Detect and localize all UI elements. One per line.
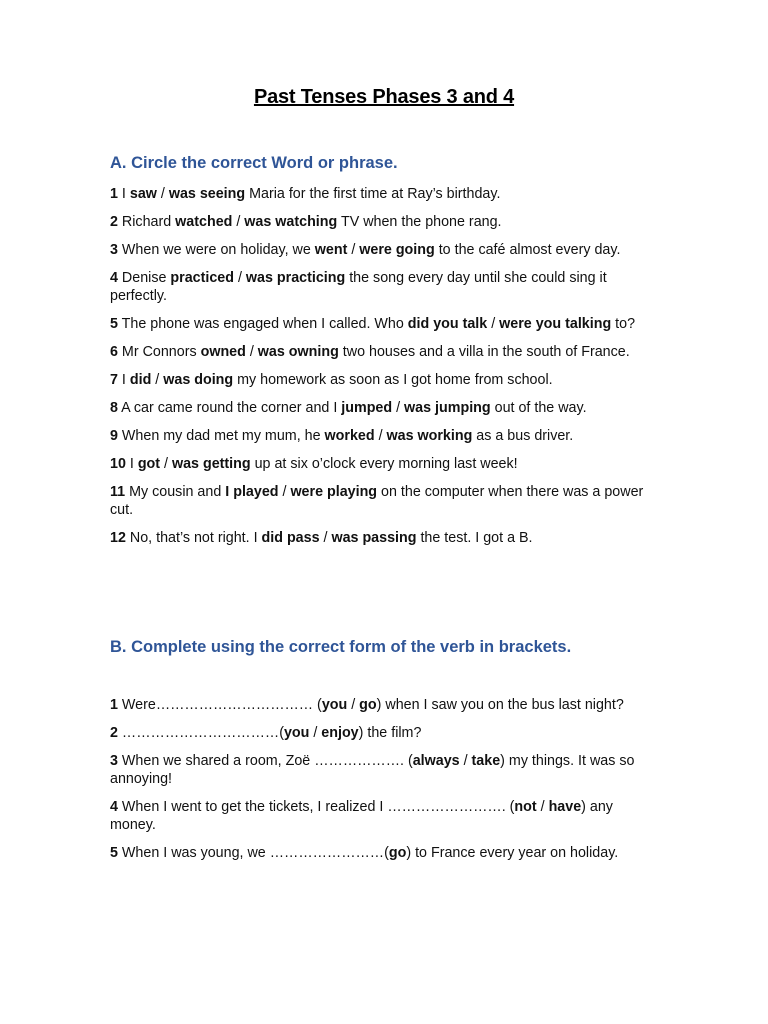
question-a-text: my homework as soon as I got home from school. bbox=[233, 372, 553, 388]
question-a-option: did pass bbox=[261, 530, 320, 546]
question-a-item-9 bbox=[110, 427, 658, 445]
question-a-option: was passing bbox=[331, 530, 417, 546]
question-b-text: When I was young, we ……………………( bbox=[117, 845, 389, 861]
question-a-text: / bbox=[151, 372, 164, 388]
question-b-text: Were…………………………… ( bbox=[117, 697, 322, 713]
question-a-item-3 bbox=[110, 241, 658, 259]
question-a-text: A car came round the corner and I bbox=[117, 400, 342, 416]
question-a-text: I bbox=[117, 186, 130, 202]
question-a-item-6 bbox=[110, 343, 658, 361]
question-a-option: were playing bbox=[290, 484, 378, 500]
question-a-option: was jumping bbox=[404, 400, 491, 416]
question-a-option: did you talk bbox=[407, 316, 488, 332]
question-a-text: I bbox=[117, 372, 130, 388]
question-b-option: you bbox=[321, 697, 348, 713]
question-a-option: I played bbox=[225, 484, 279, 500]
question-b-text: ) to France every year on holiday. bbox=[406, 845, 619, 861]
question-a-text: Maria for the first time at Ray’s birthday. bbox=[245, 186, 501, 202]
question-a-item-number: 9 bbox=[110, 428, 118, 444]
question-b-item-number: 2 bbox=[110, 725, 118, 741]
question-a-item-1 bbox=[110, 185, 658, 203]
question-a-text: on the computer when there was a power cut. bbox=[110, 484, 644, 518]
question-b-text: / bbox=[347, 697, 360, 713]
question-a-text: / bbox=[156, 186, 169, 202]
question-b-text: / bbox=[309, 725, 322, 741]
question-a-text: Mr Connors bbox=[117, 344, 201, 360]
question-a-option: was practicing bbox=[245, 270, 346, 286]
question-a-item-number: 3 bbox=[110, 242, 118, 258]
question-a-option: saw bbox=[129, 186, 157, 202]
question-a-item-7 bbox=[110, 371, 658, 389]
question-a-text: / bbox=[319, 530, 332, 546]
question-b-item-1 bbox=[110, 696, 658, 714]
question-b-option: go bbox=[388, 845, 407, 861]
question-b-text: ) any money. bbox=[110, 799, 613, 833]
question-a-text: to the café almost every day. bbox=[434, 242, 621, 258]
question-a-text: the test. I got a B. bbox=[416, 530, 533, 546]
question-a-option: went bbox=[314, 242, 348, 258]
question-a-item-12 bbox=[110, 529, 658, 547]
question-a-text: I bbox=[125, 456, 138, 472]
question-a-text: When we were on holiday, we bbox=[117, 242, 315, 258]
question-a-option: was doing bbox=[163, 372, 234, 388]
question-a-item-number: 6 bbox=[110, 344, 118, 360]
question-a-option: was watching bbox=[244, 214, 338, 230]
question-b-text: ) the film? bbox=[358, 725, 422, 741]
question-a-option: was seeing bbox=[168, 186, 246, 202]
question-a-item-10 bbox=[110, 455, 658, 473]
question-b-option: enjoy bbox=[321, 725, 359, 741]
section-a-list bbox=[110, 185, 658, 557]
question-a-option: was working bbox=[386, 428, 473, 444]
question-a-text: The phone was engaged when I called. Who bbox=[117, 316, 408, 332]
question-a-option: got bbox=[137, 456, 161, 472]
question-a-text: as a bus driver. bbox=[472, 428, 574, 444]
question-b-option: take bbox=[471, 753, 501, 769]
question-a-option: was getting bbox=[171, 456, 251, 472]
question-a-text: / bbox=[233, 270, 246, 286]
question-a-option: practiced bbox=[170, 270, 234, 286]
question-b-item-number: 3 bbox=[110, 753, 118, 769]
question-a-text: / bbox=[245, 344, 258, 360]
section-b-list bbox=[110, 696, 658, 872]
question-b-text: ……………………………( bbox=[117, 725, 284, 741]
question-a-item-2 bbox=[110, 213, 658, 231]
page-title: Past Tenses Phases 3 and 4 bbox=[253, 86, 515, 108]
question-a-text: / bbox=[374, 428, 387, 444]
question-a-item-11 bbox=[110, 483, 658, 519]
question-a-option: owned bbox=[200, 344, 246, 360]
section-a-heading: A. Circle the correct Word or phrase. bbox=[110, 154, 398, 172]
question-a-text: / bbox=[487, 316, 500, 332]
question-a-item-5 bbox=[110, 315, 658, 333]
question-a-item-number: 10 bbox=[110, 456, 126, 472]
question-a-option: did bbox=[129, 372, 152, 388]
question-b-text: ) my things. It was so annoying! bbox=[110, 753, 635, 787]
question-a-item-8 bbox=[110, 399, 658, 417]
question-a-text: the song every day until she could sing it perfectly. bbox=[110, 270, 607, 304]
question-b-item-3 bbox=[110, 752, 658, 788]
question-b-text: When I went to get the tickets, I realized I ……………………. ( bbox=[117, 799, 515, 815]
section-b-heading: B. Complete using the correct form of the verb in brackets. bbox=[110, 638, 572, 656]
question-a-text: No, that’s not right. I bbox=[125, 530, 262, 546]
question-a-option: were going bbox=[359, 242, 435, 258]
question-a-item-4 bbox=[110, 269, 658, 305]
question-a-item-number: 8 bbox=[110, 400, 118, 416]
question-a-text: When my dad met my mum, he bbox=[117, 428, 325, 444]
question-a-text: My cousin and bbox=[125, 484, 226, 500]
question-b-option: go bbox=[359, 697, 377, 713]
question-b-item-2 bbox=[110, 724, 658, 742]
question-a-text: / bbox=[278, 484, 291, 500]
question-a-item-number: 2 bbox=[110, 214, 118, 230]
question-a-item-number: 5 bbox=[110, 316, 118, 332]
question-a-text: Denise bbox=[117, 270, 171, 286]
question-a-item-number: 4 bbox=[110, 270, 118, 286]
question-b-item-5 bbox=[110, 844, 658, 862]
question-b-text: When we shared a room, Zoë ………………. ( bbox=[117, 753, 413, 769]
question-b-text: ) when I saw you on the bus last night? bbox=[376, 697, 624, 713]
question-a-item-number: 11 bbox=[110, 484, 126, 500]
question-a-text: / bbox=[232, 214, 245, 230]
question-a-text: / bbox=[347, 242, 360, 258]
question-a-text: / bbox=[392, 400, 405, 416]
question-b-item-4 bbox=[110, 798, 658, 834]
question-b-option: not bbox=[514, 799, 537, 815]
question-a-text: / bbox=[160, 456, 172, 472]
question-b-item-number: 5 bbox=[110, 845, 118, 861]
question-a-item-number: 12 bbox=[110, 530, 126, 546]
question-a-item-number: 1 bbox=[110, 186, 118, 202]
question-a-option: worked bbox=[324, 428, 375, 444]
question-a-option: were you talking bbox=[499, 316, 612, 332]
question-a-text: two houses and a villa in the south of France. bbox=[338, 344, 630, 360]
question-b-option: you bbox=[283, 725, 310, 741]
question-b-item-number: 1 bbox=[110, 697, 118, 713]
question-a-text: TV when the phone rang. bbox=[337, 214, 502, 230]
question-b-option: always bbox=[412, 753, 460, 769]
question-b-item-number: 4 bbox=[110, 799, 118, 815]
question-a-text: up at six o’clock every morning last week! bbox=[250, 456, 518, 472]
question-a-option: jumped bbox=[341, 400, 393, 416]
question-b-text: / bbox=[536, 799, 549, 815]
question-a-option: was owning bbox=[257, 344, 339, 360]
question-a-text: Richard bbox=[117, 214, 176, 230]
question-a-text: out of the way. bbox=[490, 400, 587, 416]
question-b-text: / bbox=[459, 753, 472, 769]
question-a-text: to? bbox=[611, 316, 636, 332]
question-a-option: watched bbox=[175, 214, 233, 230]
question-a-item-number: 7 bbox=[110, 372, 118, 388]
question-b-option: have bbox=[548, 799, 582, 815]
